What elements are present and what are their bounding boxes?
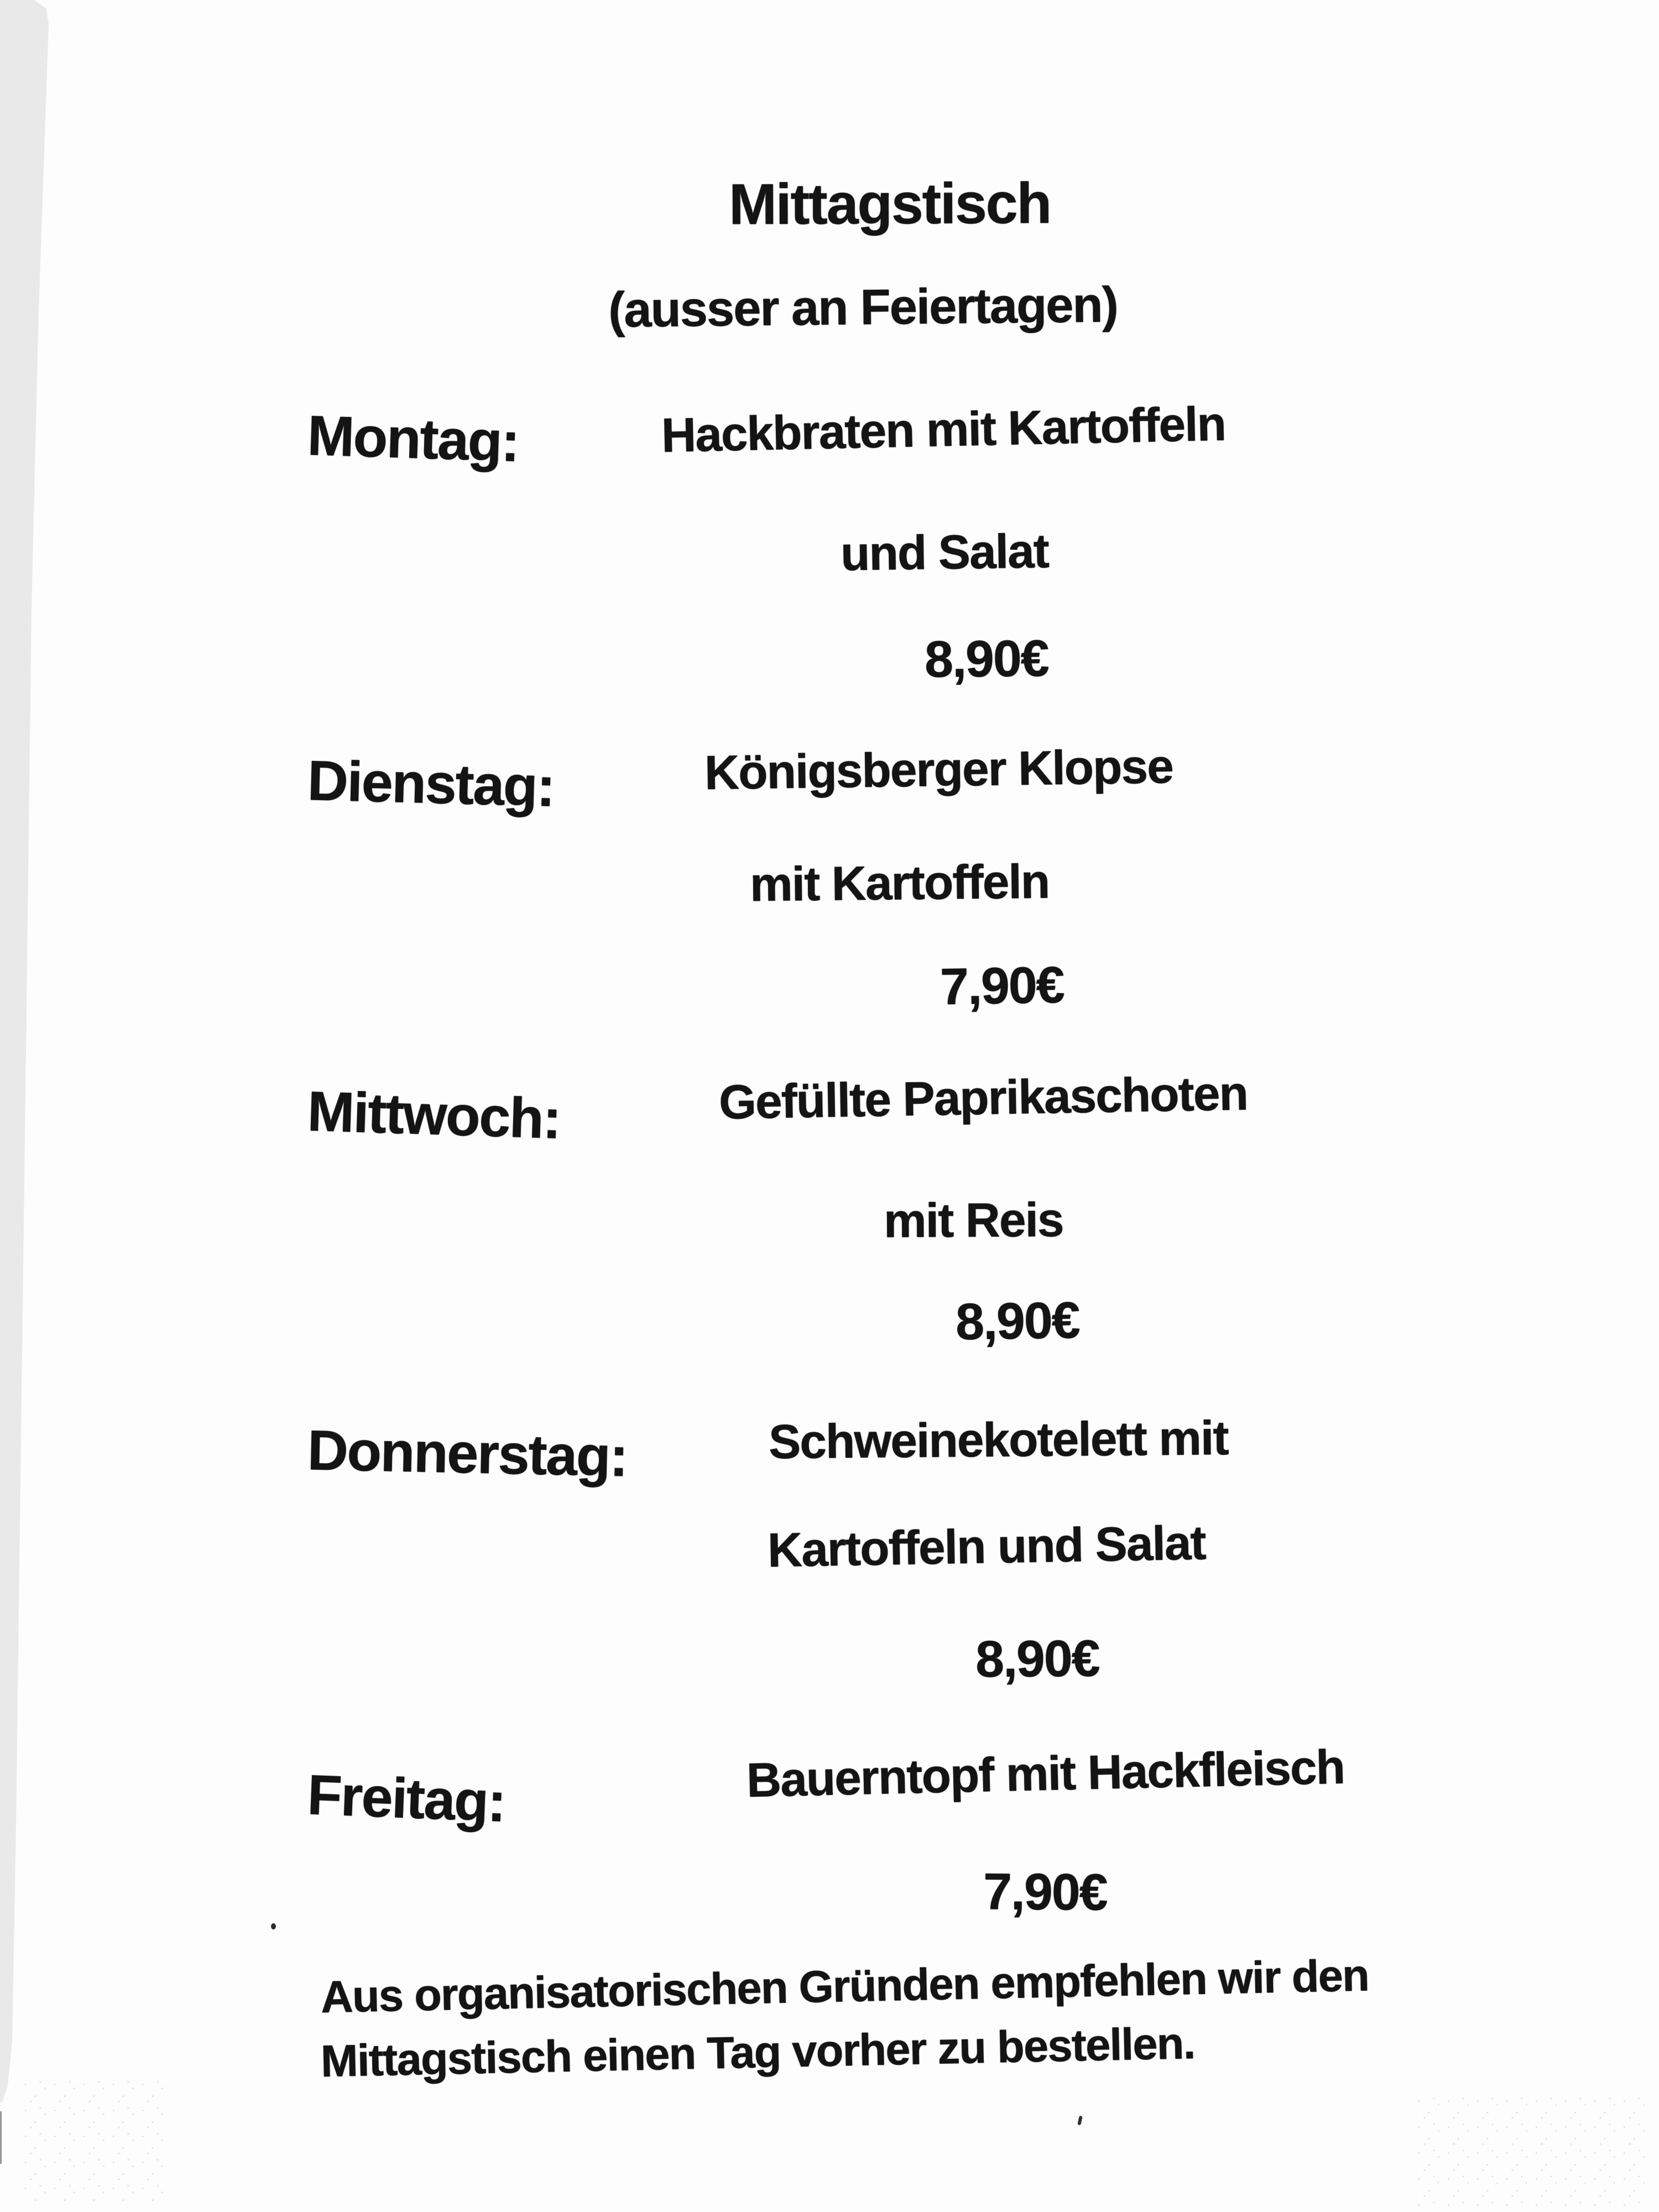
dish-line-1-dienstag: Königsberger Klopse xyxy=(704,739,1173,800)
dish-line-1-donnerstag: Schweinekotelett mit xyxy=(768,1411,1228,1469)
scan-noise-bottom-right xyxy=(1416,2096,1648,2206)
menu-subtitle: (ausser an Feiertagen) xyxy=(608,277,1118,338)
dish-line-2-donnerstag: Kartoffeln und Salat xyxy=(767,1516,1206,1577)
scan-noise-bottom-left xyxy=(22,2079,166,2201)
day-label-dienstag: Dienstag: xyxy=(306,749,555,818)
price-freitag: 7,90€ xyxy=(983,1863,1107,1921)
dish-line-2-dienstag: mit Kartoffeln xyxy=(749,854,1050,911)
day-label-mittwoch: Mittwoch: xyxy=(306,1079,562,1151)
day-label-donnerstag: Donnerstag: xyxy=(306,1418,628,1489)
day-label-freitag: Freitag: xyxy=(306,1763,507,1834)
menu-title: Mittagstisch xyxy=(728,171,1051,237)
scan-edge-line xyxy=(0,2111,2,2164)
price-mittwoch: 8,90€ xyxy=(955,1291,1080,1350)
scan-edge-shadow xyxy=(0,0,55,2107)
dish-line-1-montag: Hackbraten mit Kartoffeln xyxy=(660,397,1226,462)
price-donnerstag: 8,90€ xyxy=(975,1629,1099,1688)
scan-artifact-mark xyxy=(1077,2116,1082,2126)
dish-line-1-mittwoch: Gefüllte Paprikaschoten xyxy=(718,1066,1248,1129)
price-dienstag: 7,90€ xyxy=(940,956,1065,1015)
dish-line-2-mittwoch: mit Reis xyxy=(883,1193,1063,1248)
day-label-montag: Montag: xyxy=(306,404,520,473)
note-line-2: Mittagstisch einen Tag vorher zu bestellen. xyxy=(320,2018,1196,2086)
note-line-1: Aus organisatorischen Gründen empfehlen wir den xyxy=(320,1950,1369,2022)
price-montag: 8,90€ xyxy=(924,629,1048,688)
dish-line-2-montag: und Salat xyxy=(840,524,1049,581)
dish-line-1-freitag: Bauerntopf mit Hackfleisch xyxy=(745,1740,1345,1807)
scan-artifact-dot xyxy=(271,1923,276,1929)
